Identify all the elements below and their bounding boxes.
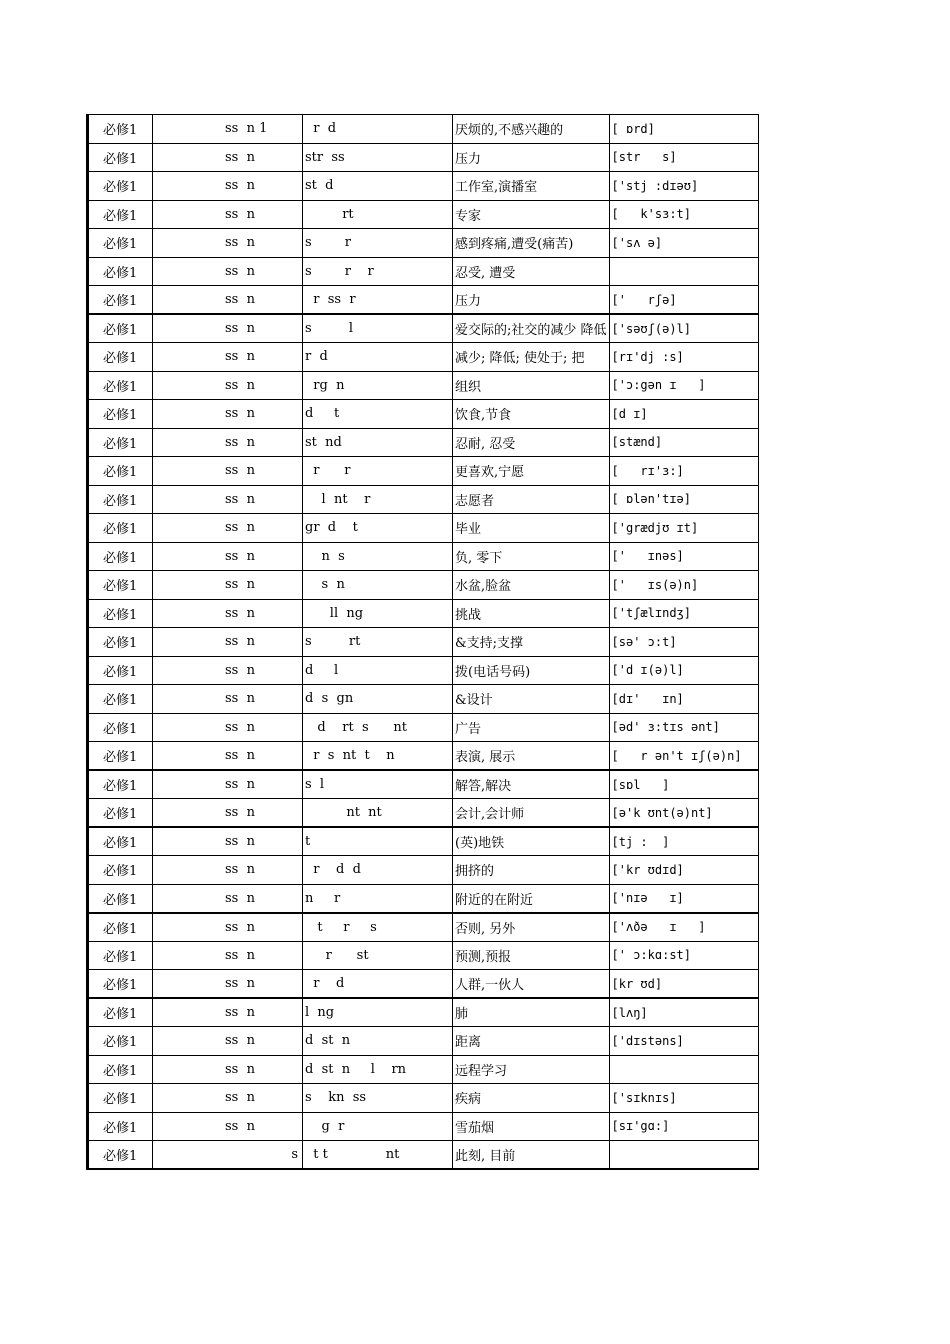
course-cell: 必修1 (88, 286, 153, 315)
course-cell: 必修1 (88, 514, 153, 543)
phonetic-cell: ['grædjʊ ɪt] (609, 514, 758, 543)
table-row (88, 1027, 759, 1056)
meaning-cell: 压力 (453, 143, 610, 172)
word-cell: d st n (303, 1027, 453, 1056)
source-cell: ss n (153, 400, 303, 429)
source-cell: ss n (153, 485, 303, 514)
table-row (88, 628, 759, 657)
word-cell: r s nt t n (303, 742, 453, 771)
meaning-cell: 此刻, 目前 (453, 1141, 610, 1170)
table-row (88, 713, 759, 742)
source-cell: ss n (153, 656, 303, 685)
meaning-cell: 爱交际的;社交的减少 降低 (453, 314, 610, 343)
source-cell: s (153, 1141, 303, 1170)
course-cell: 必修1 (88, 172, 153, 201)
meaning-cell: 负, 零下 (453, 542, 610, 571)
word-cell: st d (303, 172, 453, 201)
phonetic-cell: ['ɔ:gən ɪ ] (609, 371, 758, 400)
meaning-cell: 更喜欢,宁愿 (453, 457, 610, 486)
meaning-cell: 志愿者 (453, 485, 610, 514)
meaning-cell: 表演, 展示 (453, 742, 610, 771)
meaning-cell: 拨(电话号码) (453, 656, 610, 685)
course-cell: 必修1 (88, 428, 153, 457)
table-row (88, 799, 759, 828)
source-cell: ss n (153, 998, 303, 1027)
source-cell: ss n (153, 1055, 303, 1084)
word-cell: g r (303, 1112, 453, 1141)
table-row (88, 457, 759, 486)
word-cell: s kn ss (303, 1084, 453, 1113)
meaning-cell: (英)地铁 (453, 827, 610, 856)
table-row (88, 371, 759, 400)
source-cell: ss n (153, 599, 303, 628)
word-cell: s l (303, 770, 453, 799)
course-cell: 必修1 (88, 143, 153, 172)
source-cell: ss n (153, 856, 303, 885)
course-cell: 必修1 (88, 656, 153, 685)
source-cell: ss n (153, 628, 303, 657)
word-cell: s r r (303, 257, 453, 286)
table-row (88, 1141, 759, 1170)
course-cell: 必修1 (88, 799, 153, 828)
phonetic-cell: [sɒl ] (609, 770, 758, 799)
table-row (88, 343, 759, 372)
meaning-cell: &设计 (453, 685, 610, 714)
table-row (88, 884, 759, 913)
table-row (88, 229, 759, 258)
course-cell: 必修1 (88, 827, 153, 856)
course-cell: 必修1 (88, 457, 153, 486)
phonetic-cell: [ ɒlən'tɪə] (609, 485, 758, 514)
word-cell: str ss (303, 143, 453, 172)
meaning-cell: 远程学习 (453, 1055, 610, 1084)
word-cell: t t nt (303, 1141, 453, 1170)
source-cell: ss n (153, 884, 303, 913)
meaning-cell: 压力 (453, 286, 610, 315)
table-body (88, 115, 759, 1170)
course-cell: 必修1 (88, 941, 153, 970)
table-row (88, 200, 759, 229)
table-row (88, 913, 759, 942)
course-cell: 必修1 (88, 970, 153, 999)
table-row (88, 257, 759, 286)
phonetic-cell: [rɪ'dj :s] (609, 343, 758, 372)
vocabulary-sheet (86, 114, 759, 1170)
meaning-cell: 会计,会计师 (453, 799, 610, 828)
source-cell: ss n (153, 200, 303, 229)
source-cell: ss n (153, 1027, 303, 1056)
phonetic-cell: ['sʌ ə] (609, 229, 758, 258)
course-cell: 必修1 (88, 542, 153, 571)
course-cell: 必修1 (88, 628, 153, 657)
table-row (88, 542, 759, 571)
word-cell: d l (303, 656, 453, 685)
source-cell: ss n (153, 542, 303, 571)
meaning-cell: 组织 (453, 371, 610, 400)
course-cell: 必修1 (88, 856, 153, 885)
table-row (88, 599, 759, 628)
source-cell: ss n (153, 713, 303, 742)
meaning-cell: 附近的在附近 (453, 884, 610, 913)
word-cell: d rt s nt (303, 713, 453, 742)
word-cell: s r (303, 229, 453, 258)
source-cell: ss n (153, 970, 303, 999)
meaning-cell: 广告 (453, 713, 610, 742)
word-cell: s n (303, 571, 453, 600)
phonetic-cell: [stænd] (609, 428, 758, 457)
phonetic-cell: [sə' ɔ:t] (609, 628, 758, 657)
phonetic-cell: ['nɪə ɪ] (609, 884, 758, 913)
course-cell: 必修1 (88, 200, 153, 229)
phonetic-cell: [sɪ'gɑ:] (609, 1112, 758, 1141)
meaning-cell: 饮食,节食 (453, 400, 610, 429)
word-cell: r d (303, 970, 453, 999)
phonetic-cell: [lʌŋ] (609, 998, 758, 1027)
source-cell: ss n (153, 1084, 303, 1113)
course-cell: 必修1 (88, 913, 153, 942)
meaning-cell: 感到疼痛,遭受(痛苦) (453, 229, 610, 258)
phonetic-cell: ['kr ʊdɪd] (609, 856, 758, 885)
word-cell: s l (303, 314, 453, 343)
phonetic-cell: ['stj :dɪəʊ] (609, 172, 758, 201)
table-row (88, 172, 759, 201)
course-cell: 必修1 (88, 115, 153, 144)
phonetic-cell (609, 1055, 758, 1084)
word-cell: r r (303, 457, 453, 486)
course-cell: 必修1 (88, 229, 153, 258)
phonetic-cell: [ r ən't ɪʃ(ə)n] (609, 742, 758, 771)
source-cell: ss n (153, 827, 303, 856)
table-row (88, 856, 759, 885)
course-cell: 必修1 (88, 343, 153, 372)
phonetic-cell: ['sɪknɪs] (609, 1084, 758, 1113)
phonetic-cell: [ rɪ'ɜ:] (609, 457, 758, 486)
word-cell: rt (303, 200, 453, 229)
course-cell: 必修1 (88, 1027, 153, 1056)
meaning-cell: 挑战 (453, 599, 610, 628)
phonetic-cell: [dɪ' ɪn] (609, 685, 758, 714)
word-cell: l ng (303, 998, 453, 1027)
word-cell: l nt r (303, 485, 453, 514)
source-cell: ss n (153, 257, 303, 286)
course-cell: 必修1 (88, 400, 153, 429)
word-cell: n s (303, 542, 453, 571)
word-cell: gr d t (303, 514, 453, 543)
phonetic-cell: [d ɪ] (609, 400, 758, 429)
phonetic-cell: ['tʃælɪndʒ] (609, 599, 758, 628)
meaning-cell: 忍受, 遭受 (453, 257, 610, 286)
meaning-cell: 毕业 (453, 514, 610, 543)
meaning-cell: 人群,一伙人 (453, 970, 610, 999)
table-row (88, 1084, 759, 1113)
source-cell: ss n (153, 742, 303, 771)
meaning-cell: 忍耐, 忍受 (453, 428, 610, 457)
table-row (88, 656, 759, 685)
table-row (88, 143, 759, 172)
phonetic-cell: [' ɪs(ə)n] (609, 571, 758, 600)
phonetic-cell: [kr ʊd] (609, 970, 758, 999)
course-cell: 必修1 (88, 998, 153, 1027)
meaning-cell: 水盆,脸盆 (453, 571, 610, 600)
phonetic-cell: ['dɪstəns] (609, 1027, 758, 1056)
course-cell: 必修1 (88, 770, 153, 799)
phonetic-cell: ['d ɪ(ə)l] (609, 656, 758, 685)
source-cell: ss n (153, 799, 303, 828)
source-cell: ss n 1 (153, 115, 303, 144)
table-row (88, 428, 759, 457)
phonetic-cell: ['ʌðə ɪ ] (609, 913, 758, 942)
course-cell: 必修1 (88, 1112, 153, 1141)
meaning-cell: 距离 (453, 1027, 610, 1056)
word-cell: rg n (303, 371, 453, 400)
table-row (88, 115, 759, 144)
course-cell: 必修1 (88, 314, 153, 343)
meaning-cell: &支持;支撑 (453, 628, 610, 657)
meaning-cell: 雪茄烟 (453, 1112, 610, 1141)
phonetic-cell: [ k'sɜ:t] (609, 200, 758, 229)
table-row (88, 742, 759, 771)
source-cell: ss n (153, 343, 303, 372)
course-cell: 必修1 (88, 884, 153, 913)
word-cell: st nd (303, 428, 453, 457)
source-cell: ss n (153, 229, 303, 258)
word-cell: n r (303, 884, 453, 913)
phonetic-cell: [tj : ] (609, 827, 758, 856)
source-cell: ss n (153, 371, 303, 400)
word-cell: r ss r (303, 286, 453, 315)
phonetic-cell: [' ɔ:kɑ:st] (609, 941, 758, 970)
word-cell: t (303, 827, 453, 856)
word-cell: d t (303, 400, 453, 429)
meaning-cell: 解答,解决 (453, 770, 610, 799)
meaning-cell: 专家 (453, 200, 610, 229)
table-row (88, 314, 759, 343)
phonetic-cell (609, 1141, 758, 1170)
table-row (88, 1055, 759, 1084)
course-cell: 必修1 (88, 257, 153, 286)
table-row (88, 970, 759, 999)
word-cell: s rt (303, 628, 453, 657)
table-row (88, 514, 759, 543)
word-cell: r st (303, 941, 453, 970)
table-row (88, 770, 759, 799)
table-row (88, 941, 759, 970)
source-cell: ss n (153, 172, 303, 201)
meaning-cell: 减少; 降低; 使处于; 把 (453, 343, 610, 372)
word-cell: ll ng (303, 599, 453, 628)
source-cell: ss n (153, 143, 303, 172)
phonetic-cell: [str s] (609, 143, 758, 172)
source-cell: ss n (153, 685, 303, 714)
table-row (88, 1112, 759, 1141)
course-cell: 必修1 (88, 742, 153, 771)
phonetic-cell: [ ɒrd] (609, 115, 758, 144)
table-row (88, 400, 759, 429)
source-cell: ss n (153, 314, 303, 343)
meaning-cell: 拥挤的 (453, 856, 610, 885)
table-row (88, 998, 759, 1027)
source-cell: ss n (153, 514, 303, 543)
course-cell: 必修1 (88, 485, 153, 514)
source-cell: ss n (153, 457, 303, 486)
source-cell: ss n (153, 428, 303, 457)
vocabulary-table (86, 114, 759, 1170)
course-cell: 必修1 (88, 1055, 153, 1084)
course-cell: 必修1 (88, 599, 153, 628)
meaning-cell: 肺 (453, 998, 610, 1027)
phonetic-cell (609, 257, 758, 286)
meaning-cell: 工作室,演播室 (453, 172, 610, 201)
word-cell: t r s (303, 913, 453, 942)
word-cell: r d (303, 115, 453, 144)
word-cell: r d (303, 343, 453, 372)
phonetic-cell: [ə'k ʊnt(ə)nt] (609, 799, 758, 828)
course-cell: 必修1 (88, 571, 153, 600)
source-cell: ss n (153, 770, 303, 799)
source-cell: ss n (153, 913, 303, 942)
source-cell: ss n (153, 1112, 303, 1141)
phonetic-cell: ['səʊʃ(ə)l] (609, 314, 758, 343)
course-cell: 必修1 (88, 1141, 153, 1170)
meaning-cell: 预测,预报 (453, 941, 610, 970)
table-row (88, 485, 759, 514)
word-cell: d st n l rn (303, 1055, 453, 1084)
course-cell: 必修1 (88, 1084, 153, 1113)
table-row (88, 685, 759, 714)
phonetic-cell: [əd' ɜ:tɪs ənt] (609, 713, 758, 742)
table-row (88, 827, 759, 856)
course-cell: 必修1 (88, 713, 153, 742)
course-cell: 必修1 (88, 685, 153, 714)
table-row (88, 571, 759, 600)
word-cell: r d d (303, 856, 453, 885)
meaning-cell: 否则, 另外 (453, 913, 610, 942)
phonetic-cell: [' rʃə] (609, 286, 758, 315)
word-cell: d s gn (303, 685, 453, 714)
word-cell: nt nt (303, 799, 453, 828)
source-cell: ss n (153, 571, 303, 600)
phonetic-cell: [' ɪnəs] (609, 542, 758, 571)
course-cell: 必修1 (88, 371, 153, 400)
source-cell: ss n (153, 286, 303, 315)
table-row (88, 286, 759, 315)
meaning-cell: 厌烦的,不感兴趣的 (453, 115, 610, 144)
source-cell: ss n (153, 941, 303, 970)
meaning-cell: 疾病 (453, 1084, 610, 1113)
